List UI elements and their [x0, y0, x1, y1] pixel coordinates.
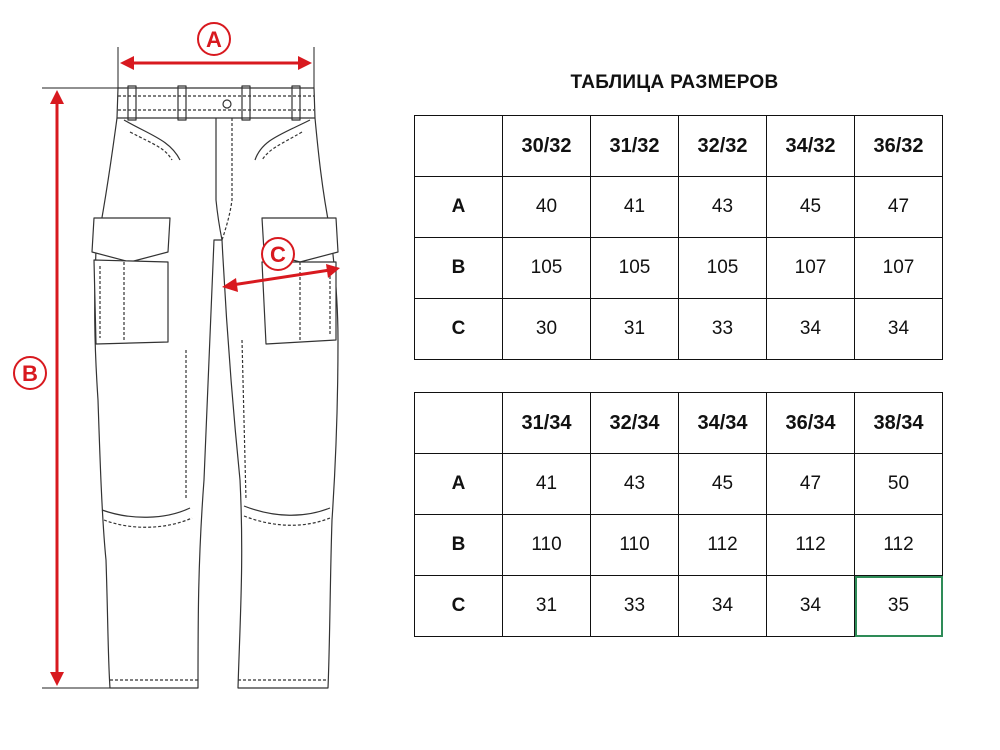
table-cell[interactable]: 33 — [679, 299, 767, 360]
size-header[interactable]: 31/34 — [503, 393, 591, 454]
size-header[interactable]: 36/32 — [855, 116, 943, 177]
corner-cell — [415, 116, 503, 177]
row-label[interactable]: C — [415, 576, 503, 637]
size-header[interactable]: 32/34 — [591, 393, 679, 454]
table-cell[interactable]: 47 — [855, 177, 943, 238]
size-chart-title: ТАБЛИЦА РАЗМЕРОВ — [570, 72, 779, 93]
table-cell[interactable]: 31 — [591, 299, 679, 360]
table-cell[interactable]: 112 — [679, 515, 767, 576]
corner-cell — [415, 393, 503, 454]
header-row — [415, 116, 943, 177]
label-c: C — [270, 242, 286, 267]
size-table-2 — [414, 392, 943, 637]
table-cell[interactable]: 105 — [503, 238, 591, 299]
table-cell[interactable]: 45 — [679, 454, 767, 515]
table-row — [415, 238, 943, 299]
table-row — [415, 576, 943, 637]
selected-table-cell[interactable]: 35 — [855, 576, 943, 637]
table-cell[interactable]: 107 — [767, 238, 855, 299]
table-cell[interactable]: 40 — [503, 177, 591, 238]
pants-illustration — [92, 86, 338, 688]
label-a: A — [206, 27, 222, 52]
table-row — [415, 515, 943, 576]
table-row — [415, 299, 943, 360]
pants-diagram — [0, 0, 400, 750]
size-table-1 — [414, 115, 943, 360]
table-cell[interactable]: 43 — [591, 454, 679, 515]
table-cell[interactable]: 107 — [855, 238, 943, 299]
row-label[interactable]: B — [415, 238, 503, 299]
row-label[interactable]: A — [415, 454, 503, 515]
table-cell[interactable]: 45 — [767, 177, 855, 238]
table-cell[interactable]: 47 — [767, 454, 855, 515]
table-cell[interactable]: 33 — [591, 576, 679, 637]
table-cell[interactable]: 110 — [503, 515, 591, 576]
table-row — [415, 454, 943, 515]
size-header[interactable]: 30/32 — [503, 116, 591, 177]
table-cell[interactable]: 50 — [855, 454, 943, 515]
size-header[interactable]: 31/32 — [591, 116, 679, 177]
row-label[interactable]: A — [415, 177, 503, 238]
row-label[interactable]: C — [415, 299, 503, 360]
table-cell[interactable]: 34 — [679, 576, 767, 637]
table-cell[interactable]: 41 — [503, 454, 591, 515]
size-header[interactable]: 38/34 — [855, 393, 943, 454]
label-b: B — [22, 361, 38, 386]
table-cell[interactable]: 30 — [503, 299, 591, 360]
table-cell[interactable]: 112 — [767, 515, 855, 576]
table-cell[interactable]: 34 — [767, 576, 855, 637]
table-cell[interactable]: 105 — [679, 238, 767, 299]
row-label[interactable]: B — [415, 515, 503, 576]
table-row — [415, 177, 943, 238]
size-header[interactable]: 34/34 — [679, 393, 767, 454]
table-cell[interactable]: 110 — [591, 515, 679, 576]
table-cell[interactable]: 31 — [503, 576, 591, 637]
table-cell[interactable]: 112 — [855, 515, 943, 576]
table-cell[interactable]: 105 — [591, 238, 679, 299]
table-cell[interactable]: 43 — [679, 177, 767, 238]
size-header[interactable]: 32/32 — [679, 116, 767, 177]
table-cell[interactable]: 34 — [855, 299, 943, 360]
size-header[interactable]: 36/34 — [767, 393, 855, 454]
table-cell[interactable]: 41 — [591, 177, 679, 238]
size-header[interactable]: 34/32 — [767, 116, 855, 177]
table-cell[interactable]: 34 — [767, 299, 855, 360]
header-row — [415, 393, 943, 454]
